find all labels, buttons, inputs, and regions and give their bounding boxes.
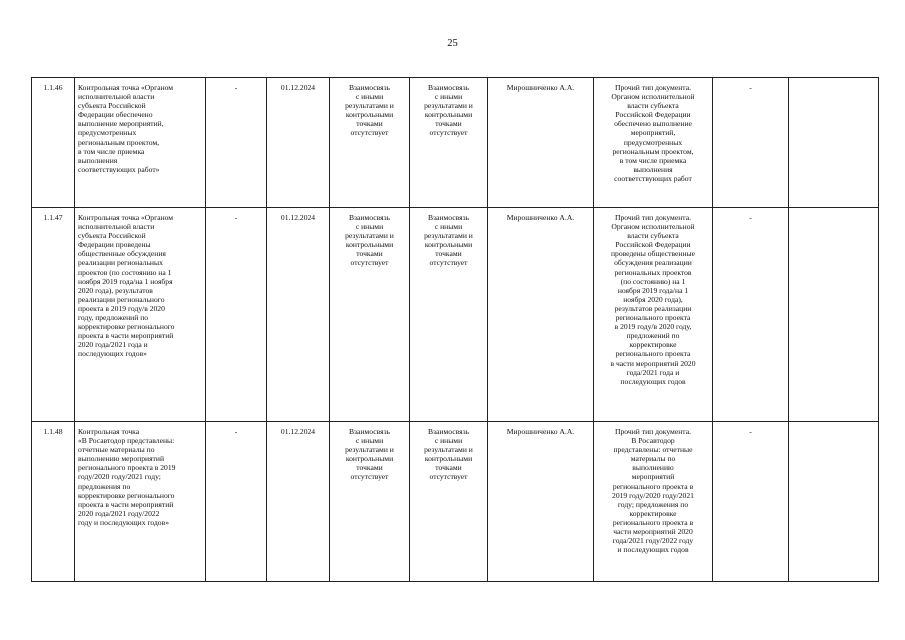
- start-date: -: [206, 422, 267, 582]
- control-points-table: [31, 77, 879, 582]
- successors: Взаимосвязь с иными результатами и контрольными точками отсутствует: [410, 78, 488, 208]
- start-date: -: [206, 208, 267, 422]
- responsible: Мирошниченко А.А.: [488, 208, 594, 422]
- control-level: -: [713, 422, 789, 582]
- start-date: -: [206, 78, 267, 208]
- control-level: -: [713, 78, 789, 208]
- successors: Взаимосвязь с иными результатами и контрольными точками отсутствует: [410, 208, 488, 422]
- end-date: 01.12.2024: [267, 422, 330, 582]
- end-date: 01.12.2024: [267, 208, 330, 422]
- predecessors: Взаимосвязь с иными результатами и контрольными точками отсутствует: [330, 422, 410, 582]
- table-row: [32, 208, 879, 422]
- document-type: Прочий тип документа. Органом исполнительной власти субъекта Российской Федерации проведены общественные обсуждения реализации региональных проектов (по состоянию) на 1 ноября 2019 года/на 1 ноября 2020 года), результатов реализации регионального проекта в 2019 году/в 2020 году, предложений по корректировке регионального проекта в части мероприятий 2020 года/2021 года и последующих годов: [594, 208, 713, 422]
- table-row: [32, 422, 879, 582]
- control-point-name: Контрольная точка «Органом исполнительной власти субъекта Российской Федерации обеспечено выполнение мероприятий, предусмотренных региональным проектом, в том числе приемка выполнения соответствующих работ»: [75, 78, 206, 208]
- extra-column: [789, 422, 879, 582]
- control-point-name: Контрольная точка «В Росавтодор представлены: отчетные материалы по выполнению мероприятий регионального проекта в 2019 году/2020 году/2021 году; предложения по корректировке регионального проекта в части мероприятий 2020 года/2021 году/2022 году и последующих годов»: [75, 422, 206, 582]
- table-row: [32, 78, 879, 208]
- responsible: Мирошниченко А.А.: [488, 422, 594, 582]
- row-number: 1.1.47: [32, 208, 75, 422]
- control-level: -: [713, 208, 789, 422]
- extra-column: [789, 208, 879, 422]
- document-type: Прочий тип документа. Органом исполнительной власти субъекта Российской Федерации обеспечено выполнение мероприятий, предусмотренных региональным проектом, в том числе приемка выполнения соответствующих работ: [594, 78, 713, 208]
- document-type: Прочий тип документа. В Росавтодор представлены: отчетные материалы по выполнению мероприятий регионального проекта в 2019 году/2020 году/2021 году; предложения по корректировке регионального проекта в части мероприятий 2020 года/2021 году/2022 году и последующих годов: [594, 422, 713, 582]
- row-number: 1.1.46: [32, 78, 75, 208]
- page-number: 25: [447, 38, 458, 49]
- responsible: Мирошниченко А.А.: [488, 78, 594, 208]
- extra-column: [789, 78, 879, 208]
- predecessors: Взаимосвязь с иными результатами и контрольными точками отсутствует: [330, 78, 410, 208]
- successors: Взаимосвязь с иными результатами и контрольными точками отсутствует: [410, 422, 488, 582]
- row-number: 1.1.48: [32, 422, 75, 582]
- control-point-name: Контрольная точка «Органом исполнительной власти субъекта Российской Федерации проведены общественные обсуждения реализации региональных проектов (по состоянию на 1 ноября 2019 года/на 1 ноября 2020 года), результатов реализации регионального проекта в 2019 году/в 2020 году, предложений по корректировке регионального проекта в части мероприятий 2020 года/2021 года и последующих годов»: [75, 208, 206, 422]
- predecessors: Взаимосвязь с иными результатами и контрольными точками отсутствует: [330, 208, 410, 422]
- end-date: 01.12.2024: [267, 78, 330, 208]
